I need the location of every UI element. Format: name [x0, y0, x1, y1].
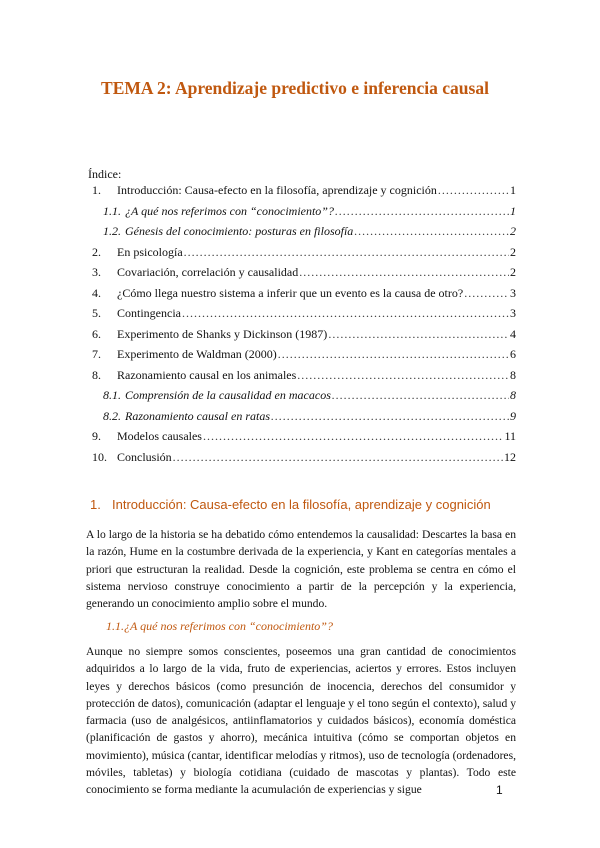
- toc-entry-page: 2: [510, 224, 516, 238]
- toc-entry-page: 4: [510, 326, 516, 341]
- toc-entry-label: ¿A qué nos referimos con “conocimiento”?: [125, 203, 334, 218]
- toc-entry[interactable]: [88, 221, 516, 242]
- toc-entry-number: 1.2.: [103, 224, 121, 238]
- toc-entry-leader: [464, 283, 509, 304]
- toc-entry-leader: [203, 426, 503, 447]
- toc-entry-label: Razonamiento causal en los animales: [117, 367, 297, 382]
- toc-entry-label: Comprensión de la causalidad en macacos: [125, 388, 331, 402]
- section-1-number: 1.: [90, 497, 101, 512]
- toc-entry[interactable]: [88, 324, 516, 345]
- toc-entry-number: 10.: [92, 449, 107, 464]
- toc-entry-label: En psicología: [117, 244, 183, 259]
- document-title: TEMA 2: Aprendizaje predictivo e inferencia causal: [101, 78, 489, 98]
- toc-entry-number: 5.: [92, 306, 101, 320]
- toc-entry[interactable]: [88, 385, 516, 406]
- toc-entry-label: Covariación, correlación y causalidad: [117, 265, 299, 279]
- toc-entry-page: 2: [510, 244, 516, 259]
- toc-entry-label: Experimento de Shanks y Dickinson (1987): [117, 326, 328, 341]
- toc-entry-page: 2: [510, 265, 516, 279]
- toc-entry[interactable]: [88, 201, 516, 222]
- toc-entry[interactable]: [88, 180, 516, 201]
- toc-entry-page: 6: [510, 347, 516, 361]
- toc-entry[interactable]: [88, 426, 516, 447]
- toc-entry-number: 9.: [92, 429, 101, 443]
- toc-entry-number: 4.: [92, 285, 101, 300]
- toc-entry-number: 3.: [92, 265, 101, 279]
- toc-entry-leader: [438, 180, 509, 201]
- toc-entry-leader: [354, 221, 509, 242]
- toc-entry-leader: [299, 262, 509, 283]
- section-1-heading-text: Introducción: Causa-efecto en la filosofía, aprendizaje y cognición: [112, 497, 491, 512]
- toc-entry-label: Conclusión: [117, 449, 172, 464]
- toc-entry-page: 8: [510, 388, 516, 402]
- toc-entry[interactable]: [88, 344, 516, 365]
- toc-entry-leader: [184, 242, 509, 263]
- toc-entry-label: Razonamiento causal en ratas: [125, 408, 270, 423]
- toc-entry-page: 1: [510, 203, 516, 218]
- toc-entry-number: 1.1.: [103, 203, 121, 218]
- toc-entry[interactable]: [88, 447, 516, 468]
- toc-entry[interactable]: [88, 262, 516, 283]
- toc-entry[interactable]: [88, 406, 516, 427]
- toc-entry-leader: [182, 303, 509, 324]
- toc-entry-number: 6.: [92, 326, 101, 341]
- table-of-contents: [88, 180, 516, 467]
- toc-entry-leader: [328, 324, 509, 345]
- toc-entry[interactable]: [88, 365, 516, 386]
- toc-entry-label: Modelos causales: [117, 429, 202, 443]
- toc-entry-leader: [297, 365, 509, 386]
- toc-entry-leader: [332, 385, 509, 406]
- toc-entry-leader: [335, 201, 509, 222]
- toc-entry-page: 3: [510, 306, 516, 320]
- toc-entry-label: Contingencia: [117, 306, 181, 320]
- toc-entry-leader: [278, 344, 509, 365]
- toc-heading: Índice:: [88, 167, 122, 181]
- toc-entry[interactable]: [88, 283, 516, 304]
- toc-entry-page: 1: [510, 183, 516, 197]
- toc-entry-page: 11: [504, 429, 516, 443]
- toc-entry-leader: [271, 406, 509, 427]
- toc-entry-number: 8.: [92, 367, 101, 382]
- toc-entry-label: Experimento de Waldman (2000): [117, 347, 277, 361]
- section-1-paragraph: A lo largo de la historia se ha debatido cómo entendemos la causalidad: Descartes la basa en la razón, Hume en la costumbre derivada de la experiencia, y Kant en categorías mentales a priori que estructuran la realidad. Desde la cognición, este problema se centra en cómo el sistema nervioso construye conocimiento a partir de la percepción y la experiencia, generando un conocimiento amplio sobre el mundo.: [86, 528, 516, 611]
- toc-entry-number: 8.2.: [103, 408, 121, 423]
- toc-entry-label: Introducción: Causa-efecto en la filosofía, aprendizaje y cognición: [117, 183, 437, 197]
- toc-entry-label: ¿Cómo llega nuestro sistema a inferir que un evento es la causa de otro?: [117, 285, 464, 300]
- toc-entry[interactable]: [88, 242, 516, 263]
- toc-entry-number: 8.1.: [103, 388, 121, 402]
- toc-entry-leader: [173, 447, 503, 468]
- section-1-1-paragraph: Aunque no siempre somos conscientes, poseemos una gran cantidad de conocimientos adquiridos a lo largo de la vida, fruto de experiencias, aciertos y errores. Estos incluyen leyes y derechos básicos (como presunción de inocencia, derechos del consumidor y protección de datos), comunicación (adaptar el lenguaje y el tono según el contexto), salud y farmacia (uso de analgésicos, antiinflamatorios y cuidados básicos), economía doméstica (planificación de gastos y ahorro), mecánica intuitiva (cómo se comportan objetos en movimiento), música (cantar, identificar melodías y ritmos), uso de tecnología (ordenadores, móviles, tabletas) y biología cotidiana (cuidado de mascotas y plantas). Todo este conocimiento se forma mediante la acumulación de experiencias y sigue: [86, 645, 516, 797]
- toc-entry-label: Génesis del conocimiento: posturas en filosofía: [125, 224, 354, 238]
- toc-entry-page: 3: [510, 285, 516, 300]
- section-1-1-heading[interactable]: 1.1.¿A qué nos referimos con “conocimiento”?: [106, 619, 333, 633]
- toc-entry-page: 9: [510, 408, 516, 423]
- toc-entry-number: 1.: [92, 183, 101, 197]
- toc-entry-number: 7.: [92, 347, 101, 361]
- toc-entry-page: 12: [504, 449, 516, 464]
- toc-entry-page: 8: [510, 367, 516, 382]
- section-1-heading[interactable]: [90, 497, 491, 512]
- toc-entry[interactable]: [88, 303, 516, 324]
- page-number: 1: [496, 783, 503, 797]
- toc-entry-number: 2.: [92, 244, 101, 259]
